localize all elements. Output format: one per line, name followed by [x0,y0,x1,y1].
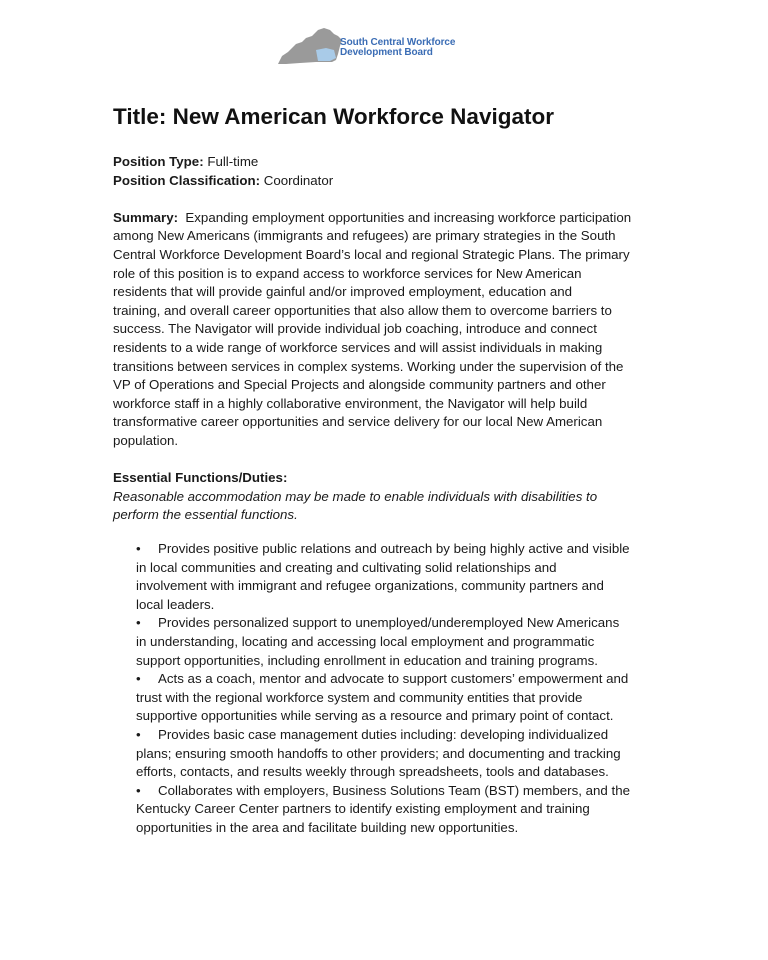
list-item [136,782,656,838]
logo-text [340,38,455,58]
position-type-label: Position Type: [113,154,204,169]
duties-list [136,540,656,838]
summary-label: Summary: [113,209,179,225]
duty-line: efforts, contacts, and results weekly through spreadsheets, tools and databases. [136,764,609,780]
organization-logo [276,26,466,66]
summary-line: population. [113,432,179,448]
list-item [136,614,656,670]
duty-line: supportive opportunities while serving as a resource and primary point of contact. [136,708,614,724]
duty-line: involvement with immigrant and refugee organizations, community partners and [136,578,604,594]
bullet-icon: • [136,782,141,798]
duty-line: opportunities in the area and facilitate building new opportunities. [136,819,519,835]
accommodation-note-line: perform the essential functions. [113,507,298,523]
duty-text: Acts as a coach, mentor and advocate to support customers’ empowerment and [158,671,629,687]
position-classification-line [113,172,658,191]
summary-section [113,209,658,451]
duty-line [136,782,656,801]
duty-line: local leaders. [136,596,215,612]
duty-text: Collaborates with employers, Business Solutions Team (BST) members, and the [158,782,631,798]
duty-line: Kentucky Career Center partners to identify existing employment and training [136,801,590,817]
summary-line: residents that will provide gainful and/or improved employment, education and [113,284,573,300]
summary-line: Central Workforce Development Board’s local and regional Strategic Plans. The primary [113,246,630,262]
list-item [136,670,656,726]
summary-line: workforce staff in a highly collaborative environment, the Navigator will help build [113,395,588,411]
duty-text: Provides basic case management duties including: developing individualized [158,726,609,742]
position-type-line [113,153,658,172]
summary-line: success. The Navigator will provide individual job coaching, introduce and connect [113,321,597,337]
duty-line [136,540,656,559]
summary-line: residents to a wide range of workforce services and will assist individuals in making [113,339,603,355]
summary-line: transformative career opportunities and service delivery for our local New American [113,414,603,430]
essential-functions-heading: Essential Functions/Duties: [113,470,288,486]
position-meta [113,153,658,190]
logo-line-1: South Central Workforce [340,37,456,48]
accommodation-note-line: Reasonable accommodation may be made to enable individuals with disabilities to [113,488,598,504]
duty-line: plans; ensuring smooth handoffs to other providers; and documenting and tracking [136,745,621,761]
duty-text: Provides personalized support to unemployed/underemployed New Americans [158,615,620,631]
duty-line: in understanding, locating and accessing local employment and programmatic [136,633,595,649]
page-title: Title: New American Workforce Navigator [113,104,554,129]
duty-line: in local communities and creating and cultivating solid relationships and [136,559,557,575]
bullet-icon: • [136,541,141,556]
duty-line [136,726,656,745]
position-classification-label: Position Classification: [113,172,261,188]
duty-line [136,614,656,633]
position-classification-value: Coordinator [260,172,334,188]
summary-line [113,209,658,228]
position-type-value: Full-time [203,154,259,169]
bullet-icon: • [136,671,141,687]
summary-line: training, and overall career opportunities that also allow them to overcome barriers to [113,302,612,318]
summary-line: among New Americans (immigrants and refugees) are primary strategies in the South [113,228,616,244]
summary-line: transitions between services in complex systems. Working under the supervision of the [113,358,624,374]
duty-text: Provides positive public relations and outreach by being highly active and visible [158,541,630,556]
logo-line-2: Development Board [340,47,433,58]
duty-line: support opportunities, including enrollment in education and training programs. [136,652,598,668]
document-body [113,103,658,525]
duty-line [136,670,656,689]
duty-line: trust with the regional workforce system and community entities that provide [136,689,583,705]
essential-functions-section [113,469,658,525]
list-item [136,726,656,782]
summary-line: VP of Operations and Special Projects and alongside community partners and other [113,377,606,393]
list-item [136,540,656,614]
summary-text: Expanding employment opportunities and increasing workforce participation [178,209,632,225]
summary-line: role of this position is to expand access to workforce services for New American [113,265,582,281]
bullet-icon: • [136,615,141,631]
bullet-icon: • [136,726,141,742]
